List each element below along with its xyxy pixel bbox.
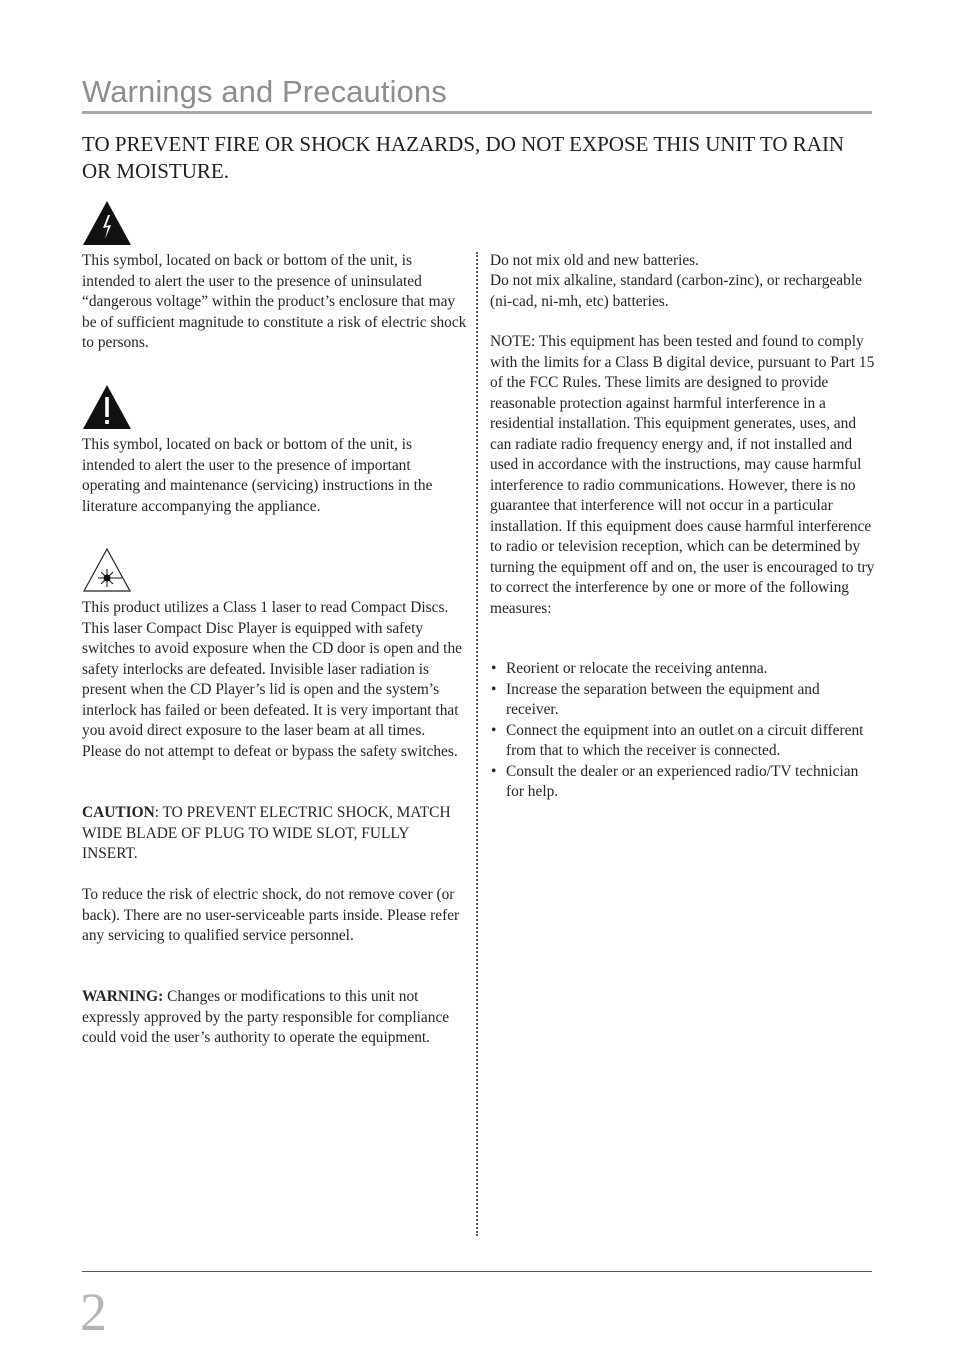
fcc-note: NOTE: This equipment has been tested and found to comply with the limits for a Class B digital device, pursuant to Part 15 of the FCC Rules. These limits are designed to provide reasonable protection against harmful interference in a residential installation. This equipment generates, uses, and can radiate radio frequency energy and, if not installed and used in accordance with the instructions, may cause harmful interference to radio communications. However, there is no guarantee that interference will not occur in a particular installation. If this equipment does cause harmful interference to radio or television reception, which can be determined by turning the equipment off and on, the user is encouraged to try to correct the interference by one or more of the following measures: (490, 333, 875, 617)
voltage-symbol-description: This symbol, located on back or bottom of the unit, is intended to alert the user to the presence of uninsulated “dangerous voltage” within the product’s enclosure that may be of sufficient magnitude to constitute a risk of electric shock to persons. (82, 252, 467, 351)
reduce-risk-paragraph: To reduce the risk of electric shock, do not remove cover (or back). There are no user-serviceable parts inside. Please refer any servicing to qualified service personnel. (82, 886, 460, 944)
warning-text: Changes or modifications to this unit not expressly approved by the party responsible for compliance could void the user’s authority to operate the equipment. (82, 988, 450, 1046)
bullet-marker: • (491, 660, 497, 677)
measure-text: Increase the separation between the equipment and receiver. (506, 680, 820, 718)
exclamation-symbol-description: This symbol, located on back or bottom of the unit, is intended to alert the user to the presence of important operating and maintenance (servicing) instructions in the literature accompanying the appliance. (82, 436, 433, 515)
page-number: 2 (80, 1282, 107, 1342)
fire-shock-headline: TO PREVENT FIRE OR SHOCK HAZARDS, DO NOT EXPOSE THIS UNIT TO RAIN OR MOISTURE. (82, 132, 845, 183)
bullet-marker: • (491, 721, 497, 739)
interference-measures-list (490, 659, 875, 803)
warning-paragraph (82, 987, 467, 1049)
list-item (490, 659, 875, 680)
bullet-marker: • (491, 762, 497, 780)
measure-text: Reorient or relocate the receiving antenna. (506, 660, 768, 677)
list-item (490, 762, 875, 803)
batteries-line-1: Do not mix old and new batteries. (490, 252, 700, 269)
warning-label: WARNING: (82, 988, 164, 1005)
exclamation-warning-icon (82, 384, 132, 430)
list-item (490, 721, 875, 762)
caution-paragraph (82, 803, 467, 865)
caution-text: : TO PREVENT ELECTRIC SHOCK, MATCH WIDE BLADE OF PLUG TO WIDE SLOT, FULLY INSERT. (82, 804, 451, 862)
measure-text: Consult the dealer or an experienced radio/TV technician for help. (506, 762, 859, 800)
list-item (490, 680, 875, 721)
lightning-warning-icon (82, 200, 132, 246)
title-underline (82, 111, 872, 114)
footer-rule (82, 1271, 872, 1272)
laser-description: This product utilizes a Class 1 laser to read Compact Discs. This laser Compact Disc Player is equipped with safety switches to avoid exposure when the CD door is open and the safety interlocks are defeated. Invisible laser radiation is present when the CD Player’s lid is open and the system’s interlock has failed or been defeated. It is very important that you avoid direct exposure to the laser beam at all times. Please do not attempt to defeat or bypass the safety switches. (82, 599, 462, 760)
laser-warning-icon (82, 547, 132, 593)
column-divider (476, 252, 478, 1236)
page-title: Warnings and Precautions (82, 74, 447, 109)
bullet-marker: • (491, 680, 497, 698)
caution-label: CAUTION (82, 804, 155, 821)
measure-text: Connect the equipment into an outlet on a circuit different from that to which the receiver is connected. (506, 721, 864, 759)
batteries-line-2: Do not mix alkaline, standard (carbon-zinc), or rechargeable (ni-cad, ni-mh, etc) batteries. (490, 272, 862, 310)
